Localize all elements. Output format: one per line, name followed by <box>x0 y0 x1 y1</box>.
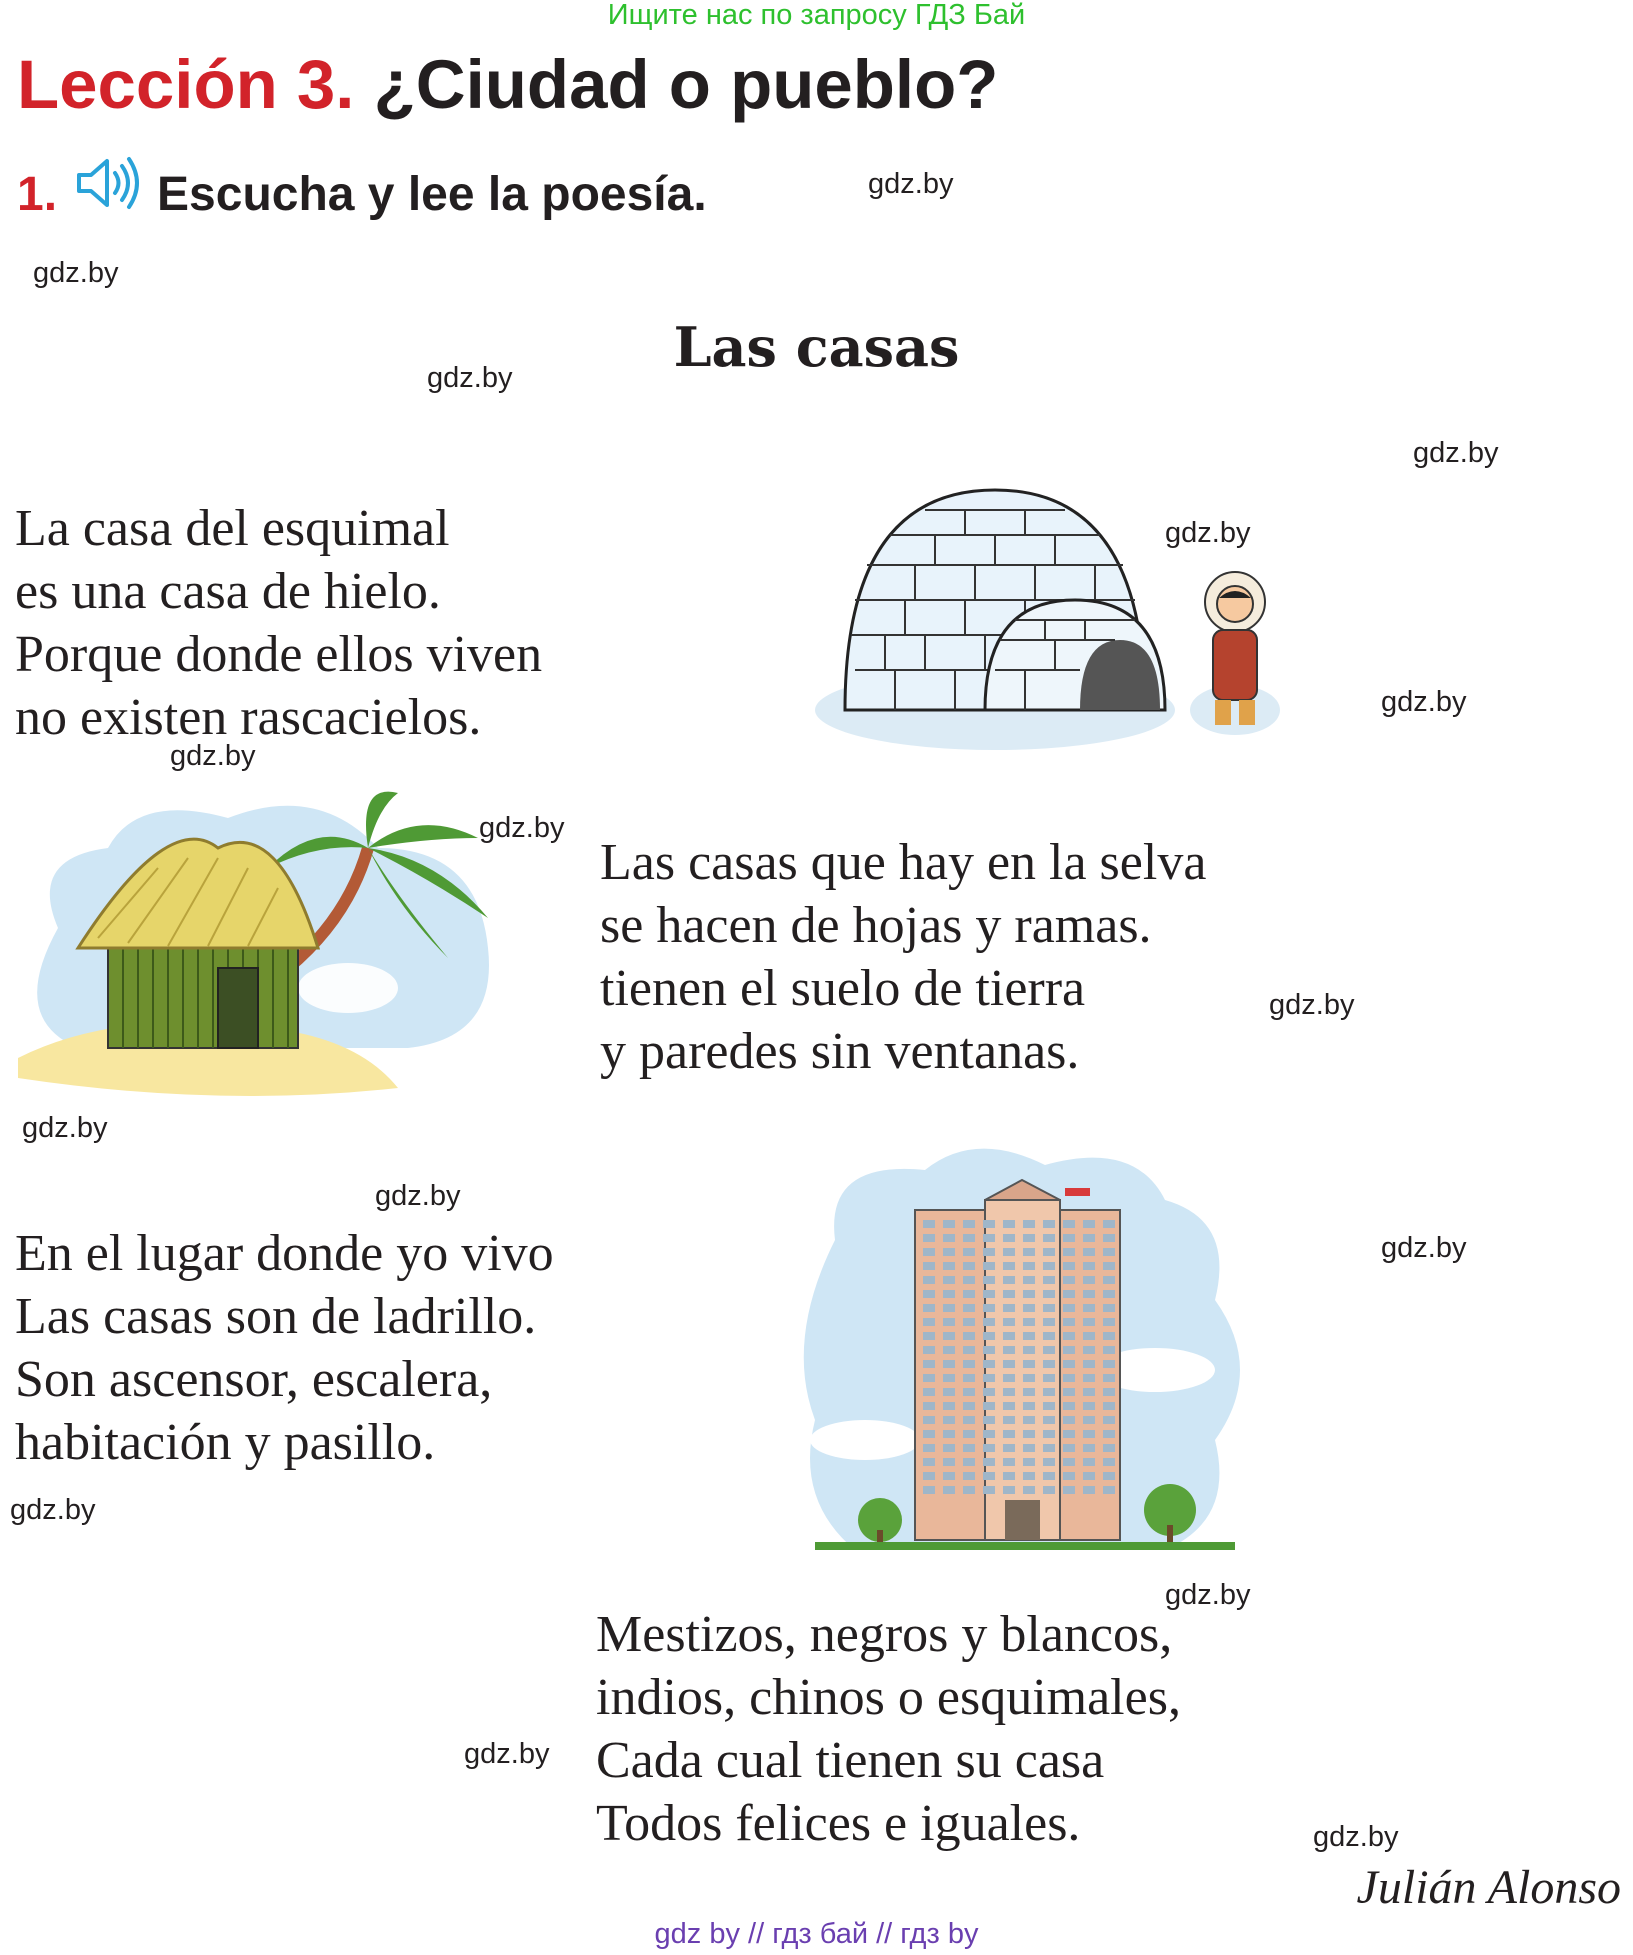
poem-author: Julián Alonso <box>1356 1861 1621 1914</box>
stanza-3 <box>15 1222 554 1474</box>
watermark: gdz.by <box>375 1180 461 1212</box>
stanza-1 <box>15 497 542 749</box>
top-banner: Ищите нас по запросу ГДЗ Бай <box>607 0 1026 31</box>
watermark: gdz.by <box>464 1738 550 1770</box>
watermark: gdz.by <box>1381 686 1467 718</box>
poem-line: Las casas que hay en la selva <box>600 834 1207 891</box>
lesson-heading <box>17 40 998 130</box>
poem-line: es una casa de hielo. <box>15 563 441 620</box>
watermark: gdz.by <box>1313 1821 1399 1853</box>
speaker-icon[interactable] <box>73 153 143 213</box>
watermark: gdz.by <box>33 257 119 289</box>
watermark: gdz.by <box>479 812 565 844</box>
lesson-title: ¿Ciudad o pueblo? <box>373 46 999 123</box>
poem-line: Mestizos, negros y blancos, <box>596 1606 1173 1663</box>
watermark: gdz.by <box>868 168 954 200</box>
watermark: gdz.by <box>1269 989 1355 1021</box>
poem-line: no existen rascacielos. <box>15 689 482 746</box>
poem-line: Las casas son de ladrillo. <box>15 1288 537 1345</box>
exercise-number: 1. <box>17 168 58 221</box>
poem-title: Las casas <box>673 315 960 379</box>
poem-line: Porque donde ellos viven <box>15 626 543 683</box>
exercise-instruction: Escucha y lee la poesía. <box>157 168 707 221</box>
watermark: gdz.by <box>1165 517 1251 549</box>
stanza-2 <box>600 831 1206 1083</box>
watermark: gdz.by <box>1165 1579 1251 1611</box>
poem-line: tienen el suelo de tierra <box>600 960 1086 1017</box>
poem-line: y paredes sin ventanas. <box>600 1023 1080 1080</box>
lesson-number: Lección 3. <box>17 46 355 123</box>
poem-line: La casa del esquimal <box>15 500 450 557</box>
poem-line: Cada cual tienen su casa <box>596 1732 1105 1789</box>
exercise-heading <box>17 165 707 225</box>
watermark: gdz.by <box>1381 1232 1467 1264</box>
watermark: gdz.by <box>10 1494 96 1526</box>
poem-line: Todos felices e iguales. <box>596 1795 1081 1852</box>
footer-links: gdz by // гдз бай // гдз by <box>654 1918 979 1950</box>
watermark: gdz.by <box>170 740 256 772</box>
hut-illustration <box>18 788 498 1123</box>
poem-line: se hacen de hojas y ramas. <box>600 897 1152 954</box>
watermark: gdz.by <box>22 1112 108 1144</box>
watermark: gdz.by <box>427 362 513 394</box>
poem-line: En el lugar donde yo vivo <box>15 1225 554 1282</box>
apartment-building-illustration <box>795 1140 1255 1565</box>
stanza-4 <box>596 1603 1181 1855</box>
poem-line: Son ascensor, escalera, <box>15 1351 493 1408</box>
poem-line: habitación y pasillo. <box>15 1414 436 1471</box>
poem-line: indios, chinos o esquimales, <box>596 1669 1181 1726</box>
watermark: gdz.by <box>1413 437 1499 469</box>
